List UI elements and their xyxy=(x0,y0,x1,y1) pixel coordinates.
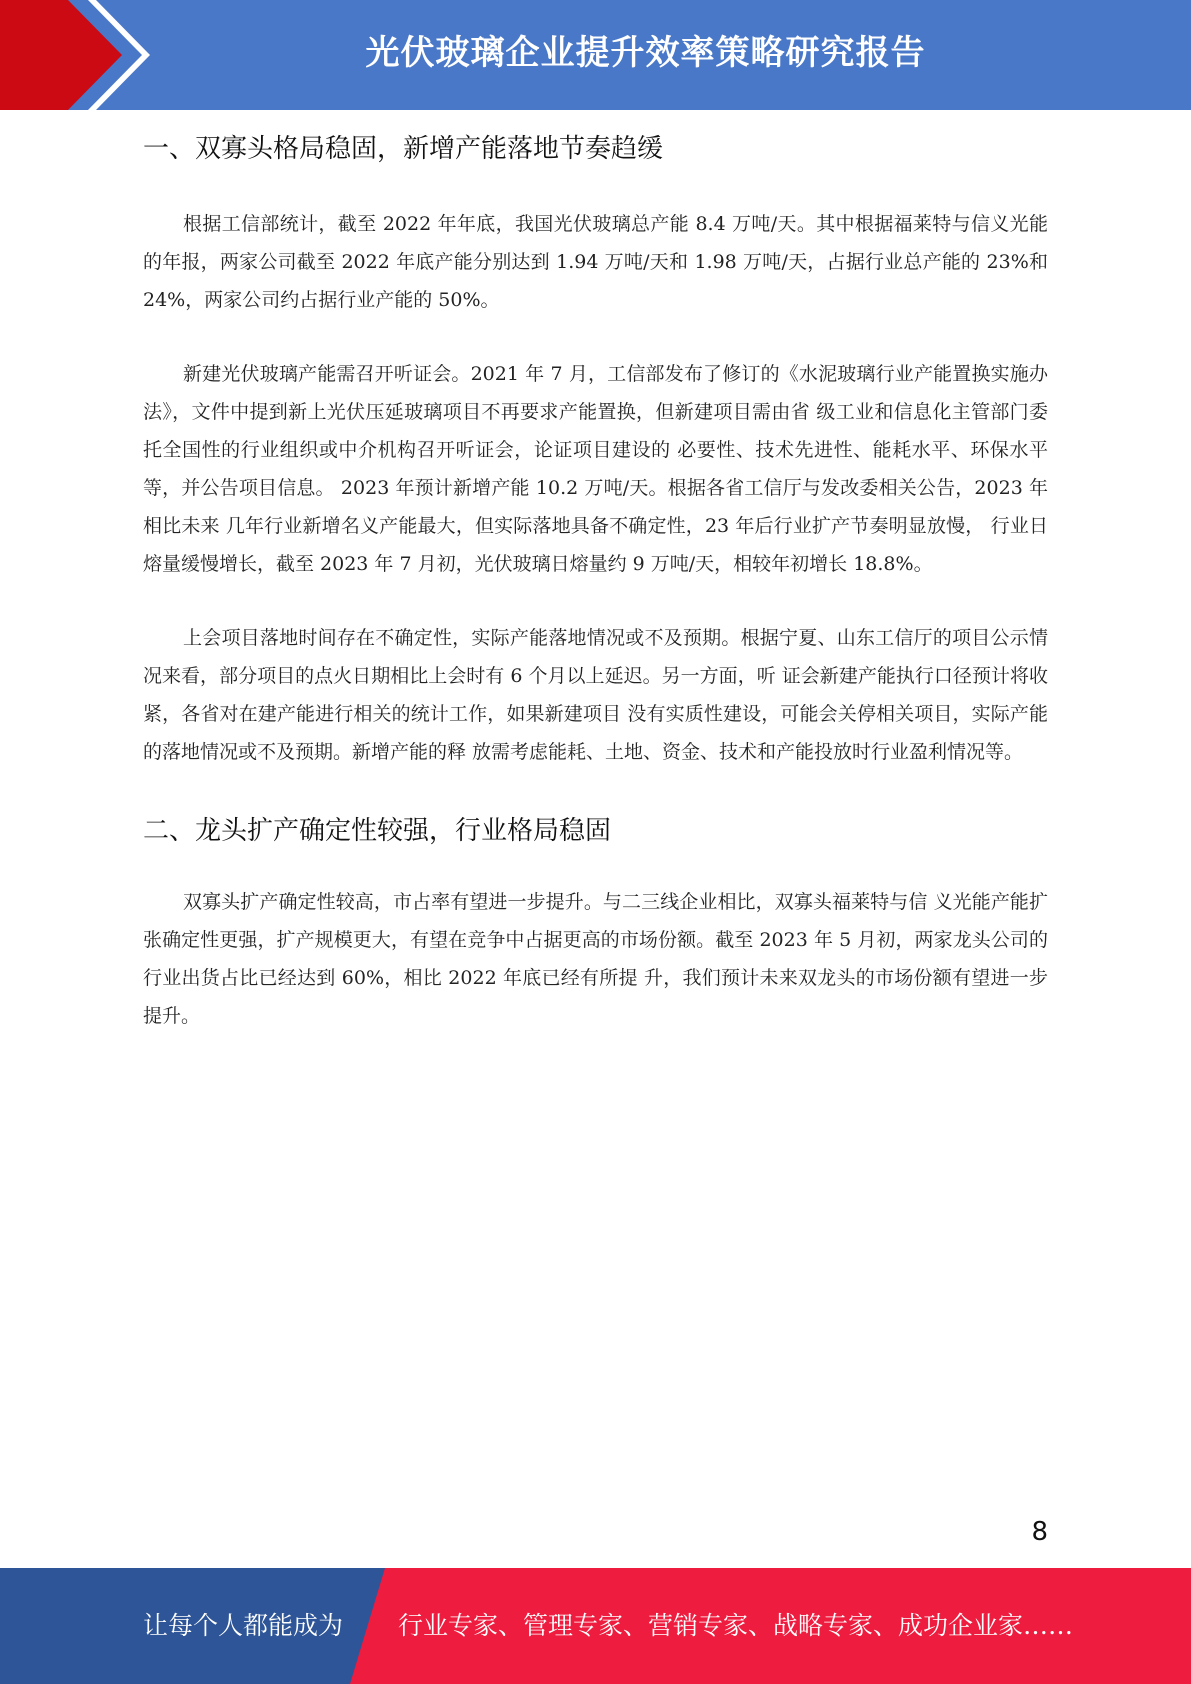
header-chevron-graphic xyxy=(0,0,170,110)
section-1-paragraph-1: 根据工信部统计，截至 2022 年年底，我国光伏玻璃总产能 8.4 万吨/天。其中根据福莱特与信义光能的年报，两家公司截至 2022 年底产能分别达到 1.94 万吨/天和 1.98 万吨/天，占据行业总产能的 23%和 24%，两家公司约占据行业产能的 50%。 xyxy=(143,213,1048,311)
section-heading-2: 二、龙头扩产确定性较强，行业格局稳固 xyxy=(143,816,612,846)
footer-slogan-right: 行业专家、管理专家、营销专家、战略专家、成功企业家…… xyxy=(398,1611,1074,1640)
section-1-paragraph-3: 上会项目落地时间存在不确定性，实际产能落地情况或不及预期。根据宁夏、山东工信厅的项目公示情况来看，部分项目的点火日期相比上会时有 6 个月以上延迟。另一方面，听 证会新建产能执行口径预计将收紧，各省对在建产能进行相关的统计工作，如果新建项目 没有实质性建设，可能会关停相关项目，实际产能的落地情况或不及预期。新增产能的释 放需考虑能耗、土地、资金、技术和产能投放时行业盈利情况等。 xyxy=(143,627,1048,763)
page-number: 8 xyxy=(1031,1517,1048,1547)
report-title: 光伏玻璃企业提升效率策略研究报告 xyxy=(365,33,926,73)
page-content xyxy=(143,125,1048,1071)
footer-slogan-left: 让每个人都能成为 xyxy=(143,1611,344,1640)
header-banner xyxy=(0,0,1191,110)
header-chevron-red xyxy=(0,0,122,110)
section-heading-1: 一、双寡头格局稳固，新增产能落地节奏趋缓 xyxy=(143,134,664,164)
section-2-paragraph-1: 双寡头扩产确定性较高，市占率有望进一步提升。与二三线企业相比，双寡头福莱特与信 义光能产能扩张确定性更强，扩产规模更大，有望在竞争中占据更高的市场份额。截至 2023 年 5 月初，两家龙头公司的行业出货占比已经达到 60%，相比 2022 年底已经有所提 升，我们预计未来双龙头的市场份额有望进一步提升。 xyxy=(143,891,1048,1027)
footer-banner xyxy=(0,1568,1191,1684)
section-1-paragraph-2: 新建光伏玻璃产能需召开听证会。2021 年 7 月，工信部发布了修订的《水泥玻璃行业产能置换实施办法》，文件中提到新上光伏压延玻璃项目不再要求产能置换，但新建项目需由省 级工业和信息化主管部门委托全国性的行业组织或中介机构召开听证会，论证项目建设的 必要性、技术先进性、能耗水平、环保水平等，并公告项目信息。 2023 年预计新增产能 10.2 万吨/天。根据各省工信厅与发改委相关公告，2023 年相比未来 几年行业新增名义产能最大，但实际落地具备不确定性，23 年后行业扩产节奏明显放慢， 行业日熔量缓慢增长，截至 2023 年 7 月初，光伏玻璃日熔量约 9 万吨/天，相较年初增长 18.8%。 xyxy=(143,363,1048,575)
